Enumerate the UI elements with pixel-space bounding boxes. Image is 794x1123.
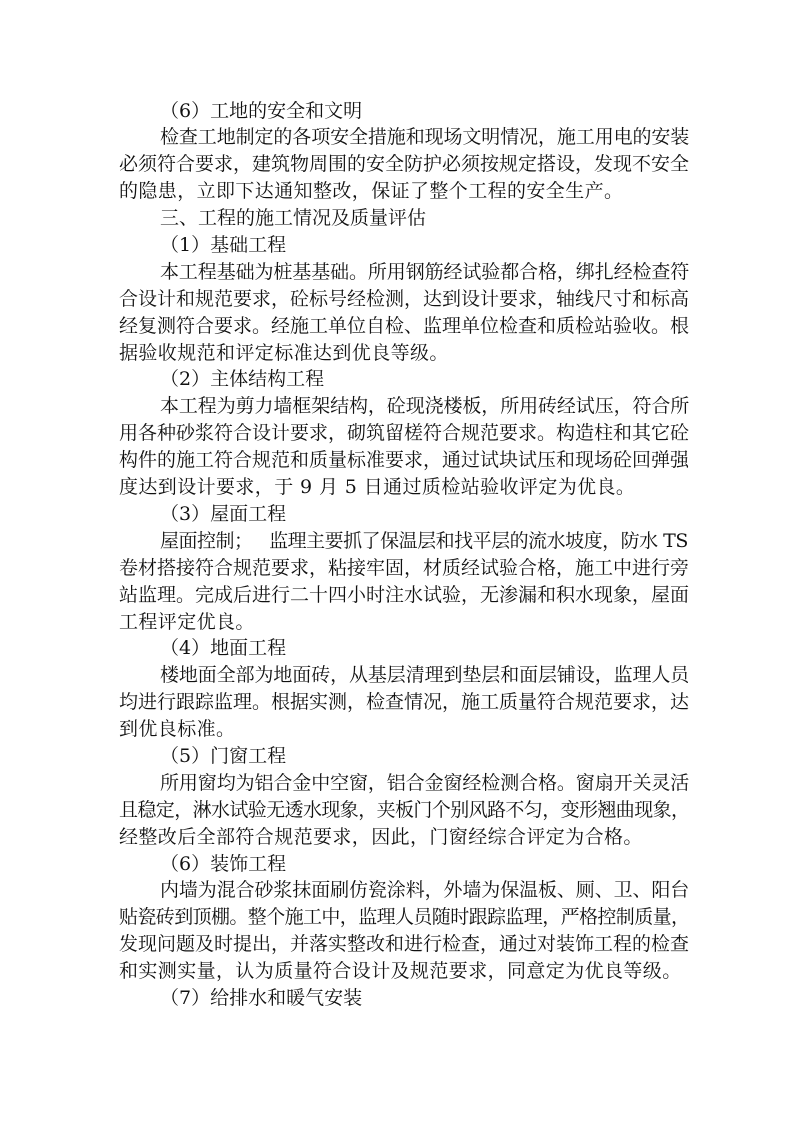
paragraph-line: [0, 313, 794, 339]
paragraph-line: [0, 689, 794, 715]
heading-text: （4）地面工程: [160, 637, 287, 659]
heading-text: （7）给排水和暖气安装: [160, 987, 363, 1009]
line-text: 经复测符合要求。经施工单位自检、监理单位检查和质检站验收。根: [119, 315, 690, 337]
paragraph-line: [0, 877, 794, 903]
paragraph-line: [0, 178, 794, 204]
paragraph-line: [0, 528, 794, 554]
paragraph-line: [0, 259, 794, 285]
paragraph-line: [0, 447, 794, 473]
paragraph-line: [0, 474, 794, 500]
paragraph-line: [0, 824, 794, 850]
section-heading: [0, 635, 794, 661]
paragraph-line: [0, 770, 794, 796]
paragraph-line: [0, 609, 794, 635]
line-text: 必须符合要求，建筑物周围的安全防护必须按规定搭设，发现不安全: [119, 153, 690, 175]
paragraph-line: [0, 582, 794, 608]
line-text: 和实测实量，认为质量符合设计及规范要求，同意定为优良等级。: [119, 960, 682, 982]
paragraph-line: [0, 555, 794, 581]
section-heading: [0, 232, 794, 258]
line-text: 且稳定，淋水试验无透水现象，夹板门个别风路不匀，变形翘曲现象，: [119, 799, 690, 821]
heading-text: （1）基础工程: [160, 234, 287, 256]
paragraph-line: [0, 420, 794, 446]
heading-text: 三、工程的施工情况及质量评估: [160, 207, 427, 229]
line-text: 本工程基础为桩基基础。所用钢筋经试验都合格，绑扎经检查符: [160, 261, 690, 283]
heading-text: （3）屋面工程: [160, 503, 287, 525]
line-text: 构件的施工符合规范和质量标准要求，通过试块试压和现场砼回弹强: [119, 449, 690, 471]
paragraph-line: [0, 286, 794, 312]
paragraph-line: [0, 151, 794, 177]
line-text: 度达到设计要求，于 9 月 5 日通过质检站验收评定为优良。: [119, 476, 636, 498]
line-text: 工程评定优良。: [119, 611, 255, 633]
paragraph-line: [0, 393, 794, 419]
line-text: 合设计和规范要求，砼标号经检测，达到设计要求，轴线尺寸和标高: [119, 288, 690, 310]
line-text: 本工程为剪力墙框架结构，砼现浇楼板，所用砖经试压，符合所: [160, 395, 690, 417]
line-text: 经整改后全部符合规范要求，因此，门窗经综合评定为合格。: [119, 826, 643, 848]
line-text: 卷材搭接符合规范要求，粘接牢固，材质经试验合格，施工中进行旁: [119, 557, 690, 579]
line-text: 据验收规范和评定标准达到优良等级。: [119, 342, 449, 364]
heading-text: （6）工地的安全和文明: [160, 100, 363, 122]
paragraph-line: [0, 904, 794, 930]
line-text: 用各种砂浆符合设计要求，砌筑留槎符合规范要求。构造柱和其它砼: [119, 422, 690, 444]
section-heading: [0, 743, 794, 769]
line-text: 发现问题及时提出，并落实整改和进行检查，通过对装饰工程的检查: [119, 933, 690, 955]
line-text: 屋面控制； 监理主要抓了保温层和找平层的流水坡度，防水 TS: [160, 530, 688, 552]
section-heading: [0, 98, 794, 124]
section-heading: [0, 366, 794, 392]
line-text: 楼地面全部为地面砖，从基层清理到垫层和面层铺设，监理人员: [160, 664, 690, 686]
line-text: 所用窗均为铝合金中空窗，铝合金窗经检测合格。窗扇开关灵活: [160, 772, 690, 794]
paragraph-line: [0, 340, 794, 366]
section-heading: [0, 985, 794, 1011]
paragraph-line: [0, 797, 794, 823]
line-text: 的隐患，立即下达通知整改，保证了整个工程的安全生产。: [119, 180, 624, 202]
heading-text: （6）装饰工程: [160, 853, 287, 875]
paragraph-line: [0, 958, 794, 984]
chapter-heading: [0, 205, 794, 231]
line-text: 到优良标准。: [119, 718, 236, 740]
heading-text: （2）主体结构工程: [160, 368, 325, 390]
line-text: 站监理。完成后进行二十四小时注水试验，无渗漏和积水现象，屋面: [119, 584, 690, 606]
line-text: 贴瓷砖到顶棚。整个施工中，监理人员随时跟踪监理，严格控制质量，: [119, 906, 690, 928]
paragraph-line: [0, 662, 794, 688]
section-heading: [0, 851, 794, 877]
paragraph-line: [0, 931, 794, 957]
line-text: 检查工地制定的各项安全措施和现场文明情况，施工用电的安装: [160, 126, 690, 148]
line-text: 内墙为混合砂浆抹面刷仿瓷涂料，外墙为保温板、厕、卫、阳台: [160, 879, 690, 901]
section-heading: [0, 501, 794, 527]
line-text: 均进行跟踪监理。根据实测，检查情况，施工质量符合规范要求，达: [119, 691, 690, 713]
paragraph-line: [0, 124, 794, 150]
heading-text: （5）门窗工程: [160, 745, 287, 767]
paragraph-line: [0, 716, 794, 742]
